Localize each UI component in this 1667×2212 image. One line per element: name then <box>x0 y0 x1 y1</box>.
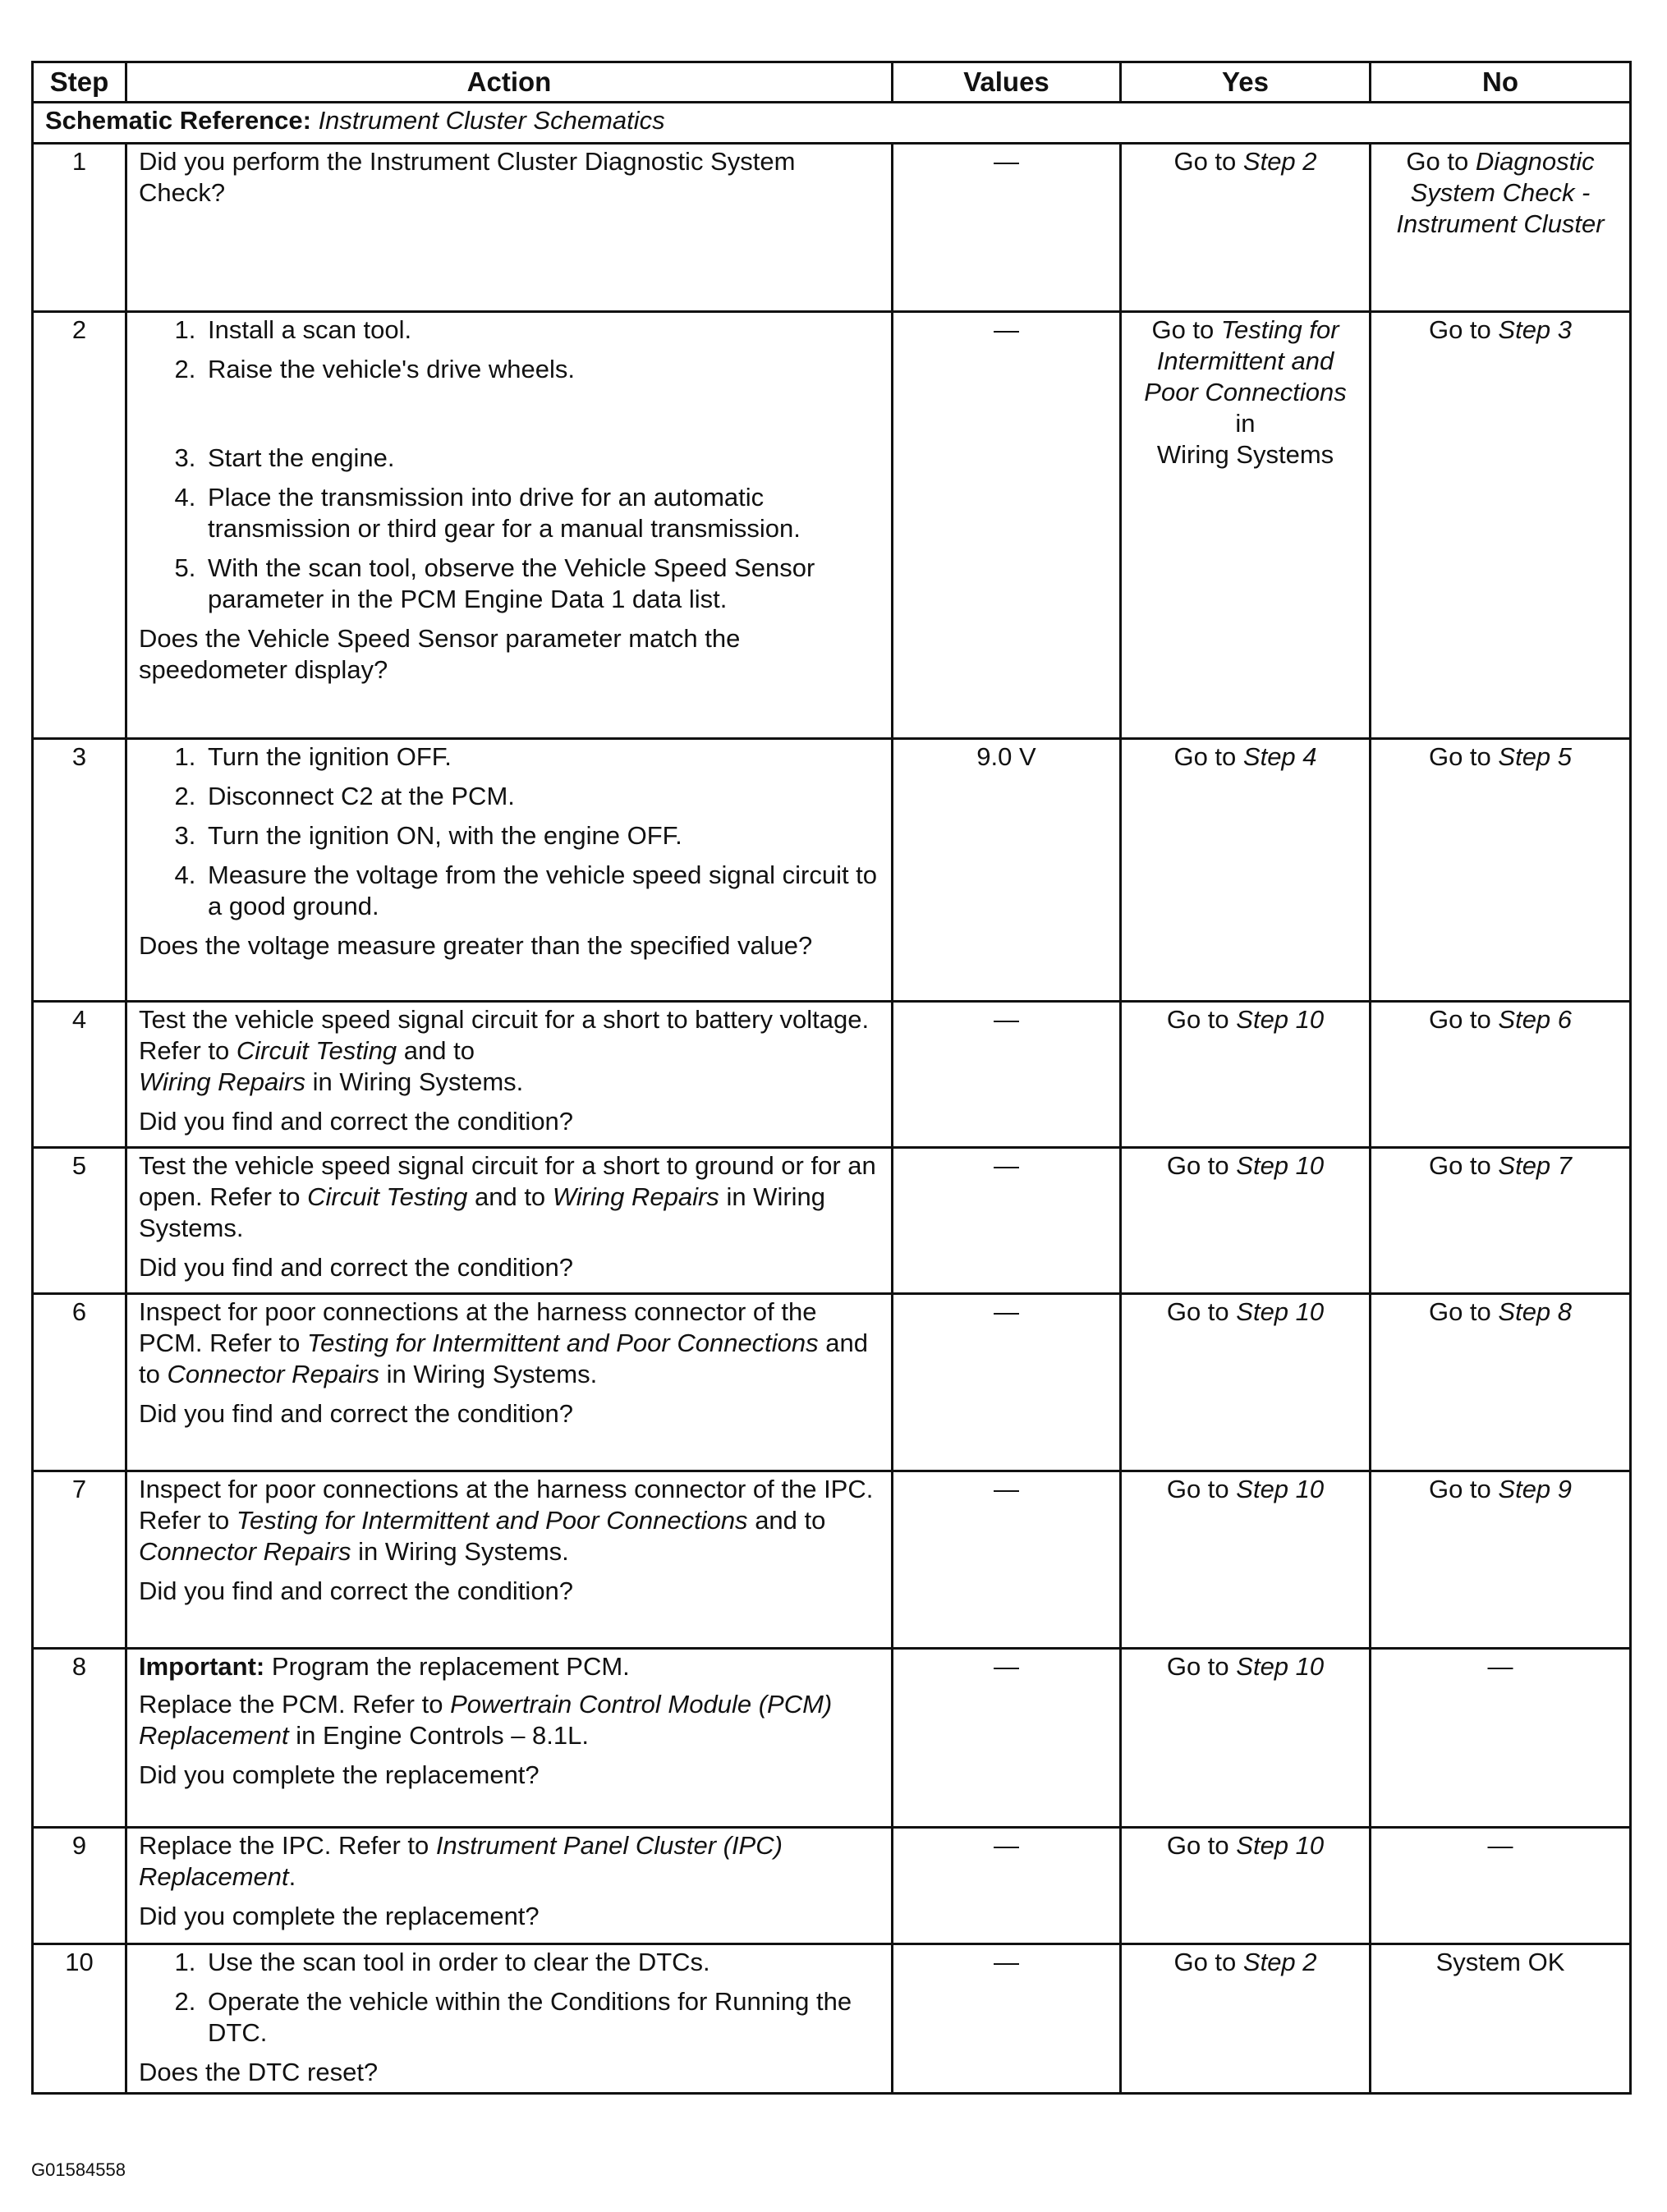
list-item: 3. Turn the ignition ON, with the engine OFF. <box>203 820 879 851</box>
reference-link[interactable]: Connector Repairs <box>167 1360 379 1388</box>
table-row <box>33 1002 1631 1148</box>
action-list <box>139 741 879 922</box>
values-cell: — <box>893 1944 1121 2094</box>
yes-cell <box>1121 312 1371 739</box>
table-row <box>33 312 1631 739</box>
header-values: Values <box>893 62 1121 103</box>
list-item: 1. Turn the ignition OFF. <box>203 741 879 773</box>
reference-link[interactable]: Instrument Panel Cluster (IPC) Replacement <box>139 1831 783 1891</box>
yes-prefix: Go to <box>1166 1297 1229 1326</box>
reference-link[interactable]: Connector Repairs <box>139 1537 351 1566</box>
table-row <box>33 739 1631 1002</box>
step-number: 5 <box>33 1148 126 1294</box>
step-number: 3 <box>33 739 126 1002</box>
action-question: Does the voltage measure greater than the specified value? <box>139 931 813 960</box>
list-item: 1. Use the scan tool in order to clear the DTCs. <box>203 1947 879 1978</box>
values-cell: — <box>893 1148 1121 1294</box>
action-question: Did you find and correct the condition? <box>139 1399 574 1428</box>
action-text <box>139 1830 879 1893</box>
action-text <box>139 1474 879 1567</box>
values-cell: — <box>893 144 1121 312</box>
action-text <box>139 1150 879 1244</box>
step-number: 6 <box>33 1294 126 1471</box>
table-row <box>33 1944 1631 2094</box>
step-number: 2 <box>33 312 126 739</box>
action-cell <box>126 1944 893 2094</box>
values-cell: — <box>893 312 1121 739</box>
action-text <box>139 1004 879 1098</box>
reference-link[interactable]: Testing for Intermittent and Poor Connections <box>236 1506 748 1535</box>
values-cell: — <box>893 1471 1121 1649</box>
no-link[interactable]: Step 3 <box>1498 315 1573 344</box>
action-cell <box>126 1828 893 1944</box>
schematic-row <box>33 103 1631 144</box>
no-prefix: Go to <box>1428 1297 1491 1326</box>
no-cell <box>1371 1471 1631 1649</box>
values-cell: — <box>893 1649 1121 1828</box>
action-cell <box>126 312 893 739</box>
yes-prefix: Go to <box>1166 1151 1229 1180</box>
no-prefix: Go to <box>1428 1151 1491 1180</box>
yes-cell <box>1121 1649 1371 1828</box>
table-row <box>33 1471 1631 1649</box>
no-cell <box>1371 1294 1631 1471</box>
yes-link[interactable]: Step 2 <box>1242 147 1317 176</box>
important-text: Program the replacement PCM. <box>271 1652 630 1681</box>
yes-prefix: Go to <box>1151 315 1215 344</box>
yes-link[interactable]: Step 10 <box>1236 1005 1325 1034</box>
values-cell: — <box>893 1002 1121 1148</box>
yes-link[interactable]: Step 10 <box>1236 1297 1325 1326</box>
no-cell <box>1371 739 1631 1002</box>
action-text-part: Test the vehicle speed signal circuit for a short to ground or for an open. Refer to <box>139 1151 876 1211</box>
header-row <box>33 62 1631 103</box>
action-question: Did you complete the replacement? <box>139 1760 540 1789</box>
no-prefix: Go to <box>1428 1005 1491 1034</box>
yes-link[interactable]: Step 10 <box>1236 1151 1325 1180</box>
yes-link[interactable]: Testing for Intermittent and Poor Connections <box>1144 315 1347 406</box>
important-note <box>139 1651 879 1682</box>
action-text-part: and to <box>139 1329 869 1388</box>
figure-id: G01584558 <box>31 2159 126 2180</box>
no-cell <box>1371 144 1631 312</box>
no-link[interactable]: Step 5 <box>1498 742 1573 771</box>
action-cell <box>126 1471 893 1649</box>
step-number: 8 <box>33 1649 126 1828</box>
action-text-part: Replace the IPC. Refer to <box>139 1831 429 1860</box>
action-list <box>139 314 879 615</box>
no-cell <box>1371 1148 1631 1294</box>
schematic-label: Schematic Reference: <box>45 106 311 135</box>
table-row <box>33 1649 1631 1828</box>
action-text-part: in Engine Controls – 8.1L. <box>296 1721 590 1750</box>
reference-link[interactable]: Wiring Repairs <box>552 1182 719 1211</box>
step-number: 1 <box>33 144 126 312</box>
table-row <box>33 1294 1631 1471</box>
action-cell <box>126 1649 893 1828</box>
action-text-part: and to <box>755 1506 826 1535</box>
yes-suffix: in <box>1235 409 1256 438</box>
yes-prefix: Go to <box>1166 1005 1229 1034</box>
action-list <box>139 1947 879 2049</box>
action-text-part: Inspect for poor connections at the harness connector of the PCM. Refer to <box>139 1297 817 1357</box>
step-number: 4 <box>33 1002 126 1148</box>
diagnostic-table <box>31 61 1632 2095</box>
list-item: 5. With the scan tool, observe the Vehicle Speed Sensor parameter in the PCM Engine Data 1 data list. <box>203 553 879 615</box>
action-text-part: and to <box>474 1182 546 1211</box>
action-text-part: in Wiring Systems. <box>139 1182 826 1242</box>
header-no: No <box>1371 62 1631 103</box>
yes-link[interactable]: Step 4 <box>1242 742 1317 771</box>
values-cell: 9.0 V <box>893 739 1121 1002</box>
reference-link[interactable]: Wiring Repairs <box>139 1067 305 1096</box>
yes-prefix: Go to <box>1166 1831 1229 1860</box>
reference-link[interactable]: Circuit Testing <box>236 1036 397 1065</box>
yes-cell <box>1121 144 1371 312</box>
action-text-part: Replace the PCM. Refer to <box>139 1690 443 1719</box>
no-prefix: Go to <box>1406 147 1469 176</box>
reference-link[interactable]: Testing for Intermittent and Poor Connections <box>307 1329 819 1357</box>
yes-prefix: Go to <box>1173 147 1237 176</box>
action-text-part: in Wiring Systems. <box>358 1537 569 1566</box>
list-item: 2. Operate the vehicle within the Conditions for Running the DTC. <box>203 1986 879 2049</box>
action-text-part: Test the vehicle speed signal circuit for a short to battery voltage. Refer to <box>139 1005 870 1065</box>
yes-prefix: Go to <box>1173 742 1237 771</box>
no-prefix: Go to <box>1428 1475 1491 1503</box>
list-item: 2. Raise the vehicle's drive wheels. <box>203 354 879 385</box>
list-item: 4. Measure the voltage from the vehicle speed signal circuit to a good ground. <box>203 860 879 922</box>
action-question: Did you find and correct the condition? <box>139 1107 574 1136</box>
table-row <box>33 1828 1631 1944</box>
schematic-link[interactable]: Instrument Cluster Schematics <box>318 106 665 135</box>
list-item: 3. Start the engine. <box>203 443 879 474</box>
action-cell <box>126 739 893 1002</box>
action-text-part: and to <box>403 1036 475 1065</box>
action-question: Does the DTC reset? <box>139 2058 379 2086</box>
reference-link[interactable]: Powertrain Control Module (PCM) Replacement <box>139 1690 833 1750</box>
action-cell <box>126 1002 893 1148</box>
header-yes: Yes <box>1121 62 1371 103</box>
action-text <box>139 1689 879 1751</box>
yes-prefix: Go to <box>1166 1475 1229 1503</box>
step-number: 7 <box>33 1471 126 1649</box>
schematic-reference <box>33 103 1631 144</box>
action-text-part: Inspect for poor connections at the harness connector of the IPC. Refer to <box>139 1475 874 1535</box>
yes-cell <box>1121 1002 1371 1148</box>
yes-cell <box>1121 1148 1371 1294</box>
yes-cell <box>1121 1828 1371 1944</box>
action-text-part: in Wiring Systems. <box>312 1067 524 1096</box>
action-cell <box>126 1294 893 1471</box>
action-text <box>139 1296 879 1390</box>
action-cell <box>126 144 893 312</box>
no-link[interactable]: Step 8 <box>1498 1297 1573 1326</box>
no-cell: — <box>1371 1649 1631 1828</box>
yes-cell <box>1121 739 1371 1002</box>
no-link[interactable]: Diagnostic System Check - Instrument Cluster <box>1396 147 1605 238</box>
yes-link[interactable]: Step 2 <box>1242 1948 1317 1976</box>
values-cell: — <box>893 1294 1121 1471</box>
yes-link[interactable]: Step 10 <box>1236 1475 1325 1503</box>
action-question: Does the Vehicle Speed Sensor parameter match the speedometer display? <box>139 624 741 684</box>
no-cell: — <box>1371 1828 1631 1944</box>
list-item: 1. Install a scan tool. <box>203 314 879 346</box>
list-item: 4. Place the transmission into drive for an automatic transmission or third gear for a manual transmission. <box>203 482 879 544</box>
reference-link[interactable]: Circuit Testing <box>307 1182 468 1211</box>
no-cell: System OK <box>1371 1944 1631 2094</box>
action-cell <box>126 1148 893 1294</box>
table-row <box>33 1148 1631 1294</box>
no-link[interactable]: Step 6 <box>1498 1005 1573 1034</box>
step-number: 10 <box>33 1944 126 2094</box>
action-text-part: . <box>288 1862 296 1891</box>
no-cell <box>1371 312 1631 739</box>
list-item: 2. Disconnect C2 at the PCM. <box>203 781 879 812</box>
yes-link[interactable]: Step 10 <box>1236 1652 1325 1681</box>
no-prefix: Go to <box>1428 315 1491 344</box>
no-cell <box>1371 1002 1631 1148</box>
header-step: Step <box>33 62 126 103</box>
no-prefix: Go to <box>1428 742 1491 771</box>
yes-cell <box>1121 1944 1371 2094</box>
yes-link[interactable]: Step 10 <box>1236 1831 1325 1860</box>
step-number: 9 <box>33 1828 126 1944</box>
important-label: Important: <box>139 1652 265 1681</box>
action-question: Did you complete the replacement? <box>139 1902 540 1930</box>
action-question: Did you find and correct the condition? <box>139 1253 574 1282</box>
no-link[interactable]: Step 7 <box>1498 1151 1573 1180</box>
action-text-part: in Wiring Systems. <box>386 1360 598 1388</box>
action-question: Did you find and correct the condition? <box>139 1576 574 1605</box>
action-question: Did you perform the Instrument Cluster Diagnostic System Check? <box>139 147 796 207</box>
yes-suffix: Wiring Systems <box>1156 440 1334 469</box>
yes-prefix: Go to <box>1166 1652 1229 1681</box>
yes-cell <box>1121 1471 1371 1649</box>
no-link[interactable]: Step 9 <box>1498 1475 1573 1503</box>
yes-cell <box>1121 1294 1371 1471</box>
yes-prefix: Go to <box>1173 1948 1237 1976</box>
values-cell: — <box>893 1828 1121 1944</box>
table-row <box>33 144 1631 312</box>
header-action: Action <box>126 62 893 103</box>
